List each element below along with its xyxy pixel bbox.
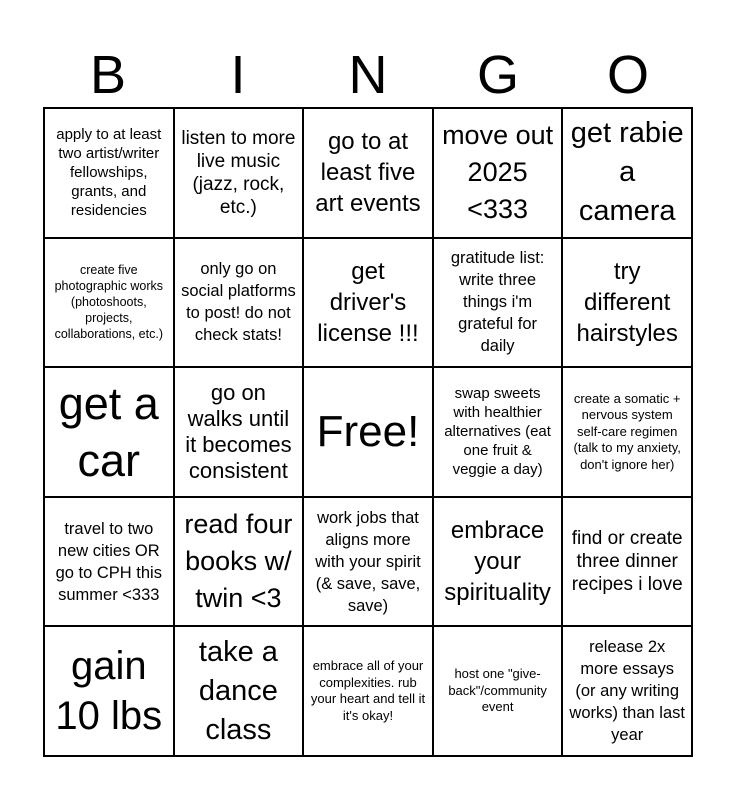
bingo-cell[interactable]: release 2x more essays (or any writing works) than last year bbox=[563, 627, 693, 757]
bingo-cell[interactable]: listen to more live music (jazz, rock, etc.) bbox=[175, 109, 305, 239]
bingo-cell[interactable]: travel to two new cities OR go to CPH this summer <333 bbox=[45, 498, 175, 628]
bingo-cell[interactable]: read four books w/ twin <3 bbox=[175, 498, 305, 628]
bingo-header bbox=[43, 44, 693, 106]
header-letter-i: I bbox=[230, 45, 246, 105]
bingo-cell[interactable]: create a somatic + nervous system self-care regimen (talk to my anxiety, don't ignore her) bbox=[563, 368, 693, 498]
bingo-board bbox=[43, 107, 693, 757]
bingo-cell[interactable]: work jobs that aligns more with your spirit (& save, save, save) bbox=[304, 498, 434, 628]
bingo-cell[interactable]: host one "give-back"/community event bbox=[434, 627, 564, 757]
bingo-cell[interactable]: swap sweets with healthier alternatives (eat one fruit & veggie a day) bbox=[434, 368, 564, 498]
bingo-cell[interactable]: apply to at least two artist/writer fellowships, grants, and residencies bbox=[45, 109, 175, 239]
bingo-cell[interactable]: get a car bbox=[45, 368, 175, 498]
bingo-cell[interactable]: gratitude list: write three things i'm grateful for daily bbox=[434, 239, 564, 369]
header-letter-b: B bbox=[89, 45, 127, 105]
bingo-cell[interactable]: get driver's license !!! bbox=[304, 239, 434, 369]
bingo-cell[interactable]: only go on social platforms to post! do not check stats! bbox=[175, 239, 305, 369]
bingo-cell[interactable]: try different hairstyles bbox=[563, 239, 693, 369]
bingo-cell[interactable]: go to at least five art events bbox=[304, 109, 434, 239]
bingo-cell[interactable]: find or create three dinner recipes i love bbox=[563, 498, 693, 628]
bingo-cell[interactable]: move out 2025 <333 bbox=[434, 109, 564, 239]
bingo-cell[interactable]: gain 10 lbs bbox=[45, 627, 175, 757]
bingo-cell[interactable]: go on walks until it becomes consistent bbox=[175, 368, 305, 498]
bingo-cell[interactable]: take a dance class bbox=[175, 627, 305, 757]
header-letter-g: G bbox=[476, 45, 519, 105]
header-letter-n: N bbox=[348, 45, 388, 105]
header-letter-o: O bbox=[606, 45, 649, 105]
bingo-cell[interactable]: create five photographic works (photoshoots, projects, collaborations, etc.) bbox=[45, 239, 175, 369]
bingo-cell[interactable]: get rabie a camera bbox=[563, 109, 693, 239]
bingo-cell[interactable]: embrace all of your complexities. rub your heart and tell it it's okay! bbox=[304, 627, 434, 757]
bingo-cell[interactable]: embrace your spirituality bbox=[434, 498, 564, 628]
free-space[interactable]: Free! bbox=[304, 368, 434, 498]
